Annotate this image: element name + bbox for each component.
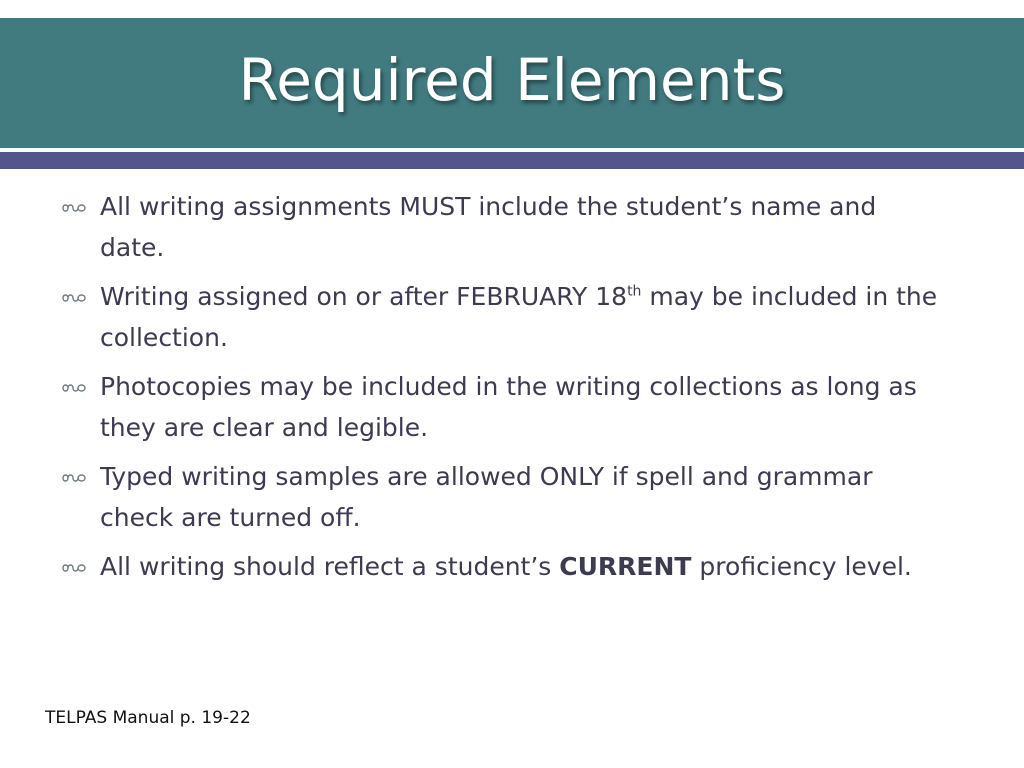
- bullet-text-end: may be included in the collection.: [100, 282, 938, 352]
- bullet-item: [60, 456, 940, 538]
- bullet-text: Photocopies may be included in the writing collections as long as they are clear and legible.: [100, 372, 917, 442]
- infinity-bullet-icon: [60, 277, 88, 318]
- emphasis-current: CURRENT: [559, 552, 692, 581]
- accent-band: [0, 152, 1024, 169]
- bullet-item: [60, 276, 940, 358]
- bullet-item: [60, 546, 940, 587]
- title-banner: [0, 18, 1024, 148]
- bullet-text-start: All writing should reflect a student’s: [100, 552, 560, 581]
- bullet-text-start: Writing assigned on or after FEBRUARY 18: [100, 282, 628, 311]
- infinity-bullet-icon: [60, 367, 88, 408]
- footer-reference: TELPAS Manual p. 19-22: [45, 708, 251, 728]
- bullet-item: [60, 366, 940, 448]
- infinity-bullet-icon: [60, 547, 88, 588]
- bullet-item: [60, 186, 940, 268]
- bullet-list: [60, 186, 940, 595]
- infinity-bullet-icon: [60, 457, 88, 498]
- ordinal-suffix: th: [627, 283, 642, 300]
- infinity-bullet-icon: [60, 187, 88, 228]
- bullet-text: All writing assignments MUST include the student’s name and date.: [100, 192, 877, 262]
- slide-title: Required Elements: [238, 46, 786, 114]
- bullet-text: Typed writing samples are allowed ONLY if spell and grammar check are turned off.: [100, 462, 873, 532]
- bullet-text-end: proficiency level.: [691, 552, 912, 581]
